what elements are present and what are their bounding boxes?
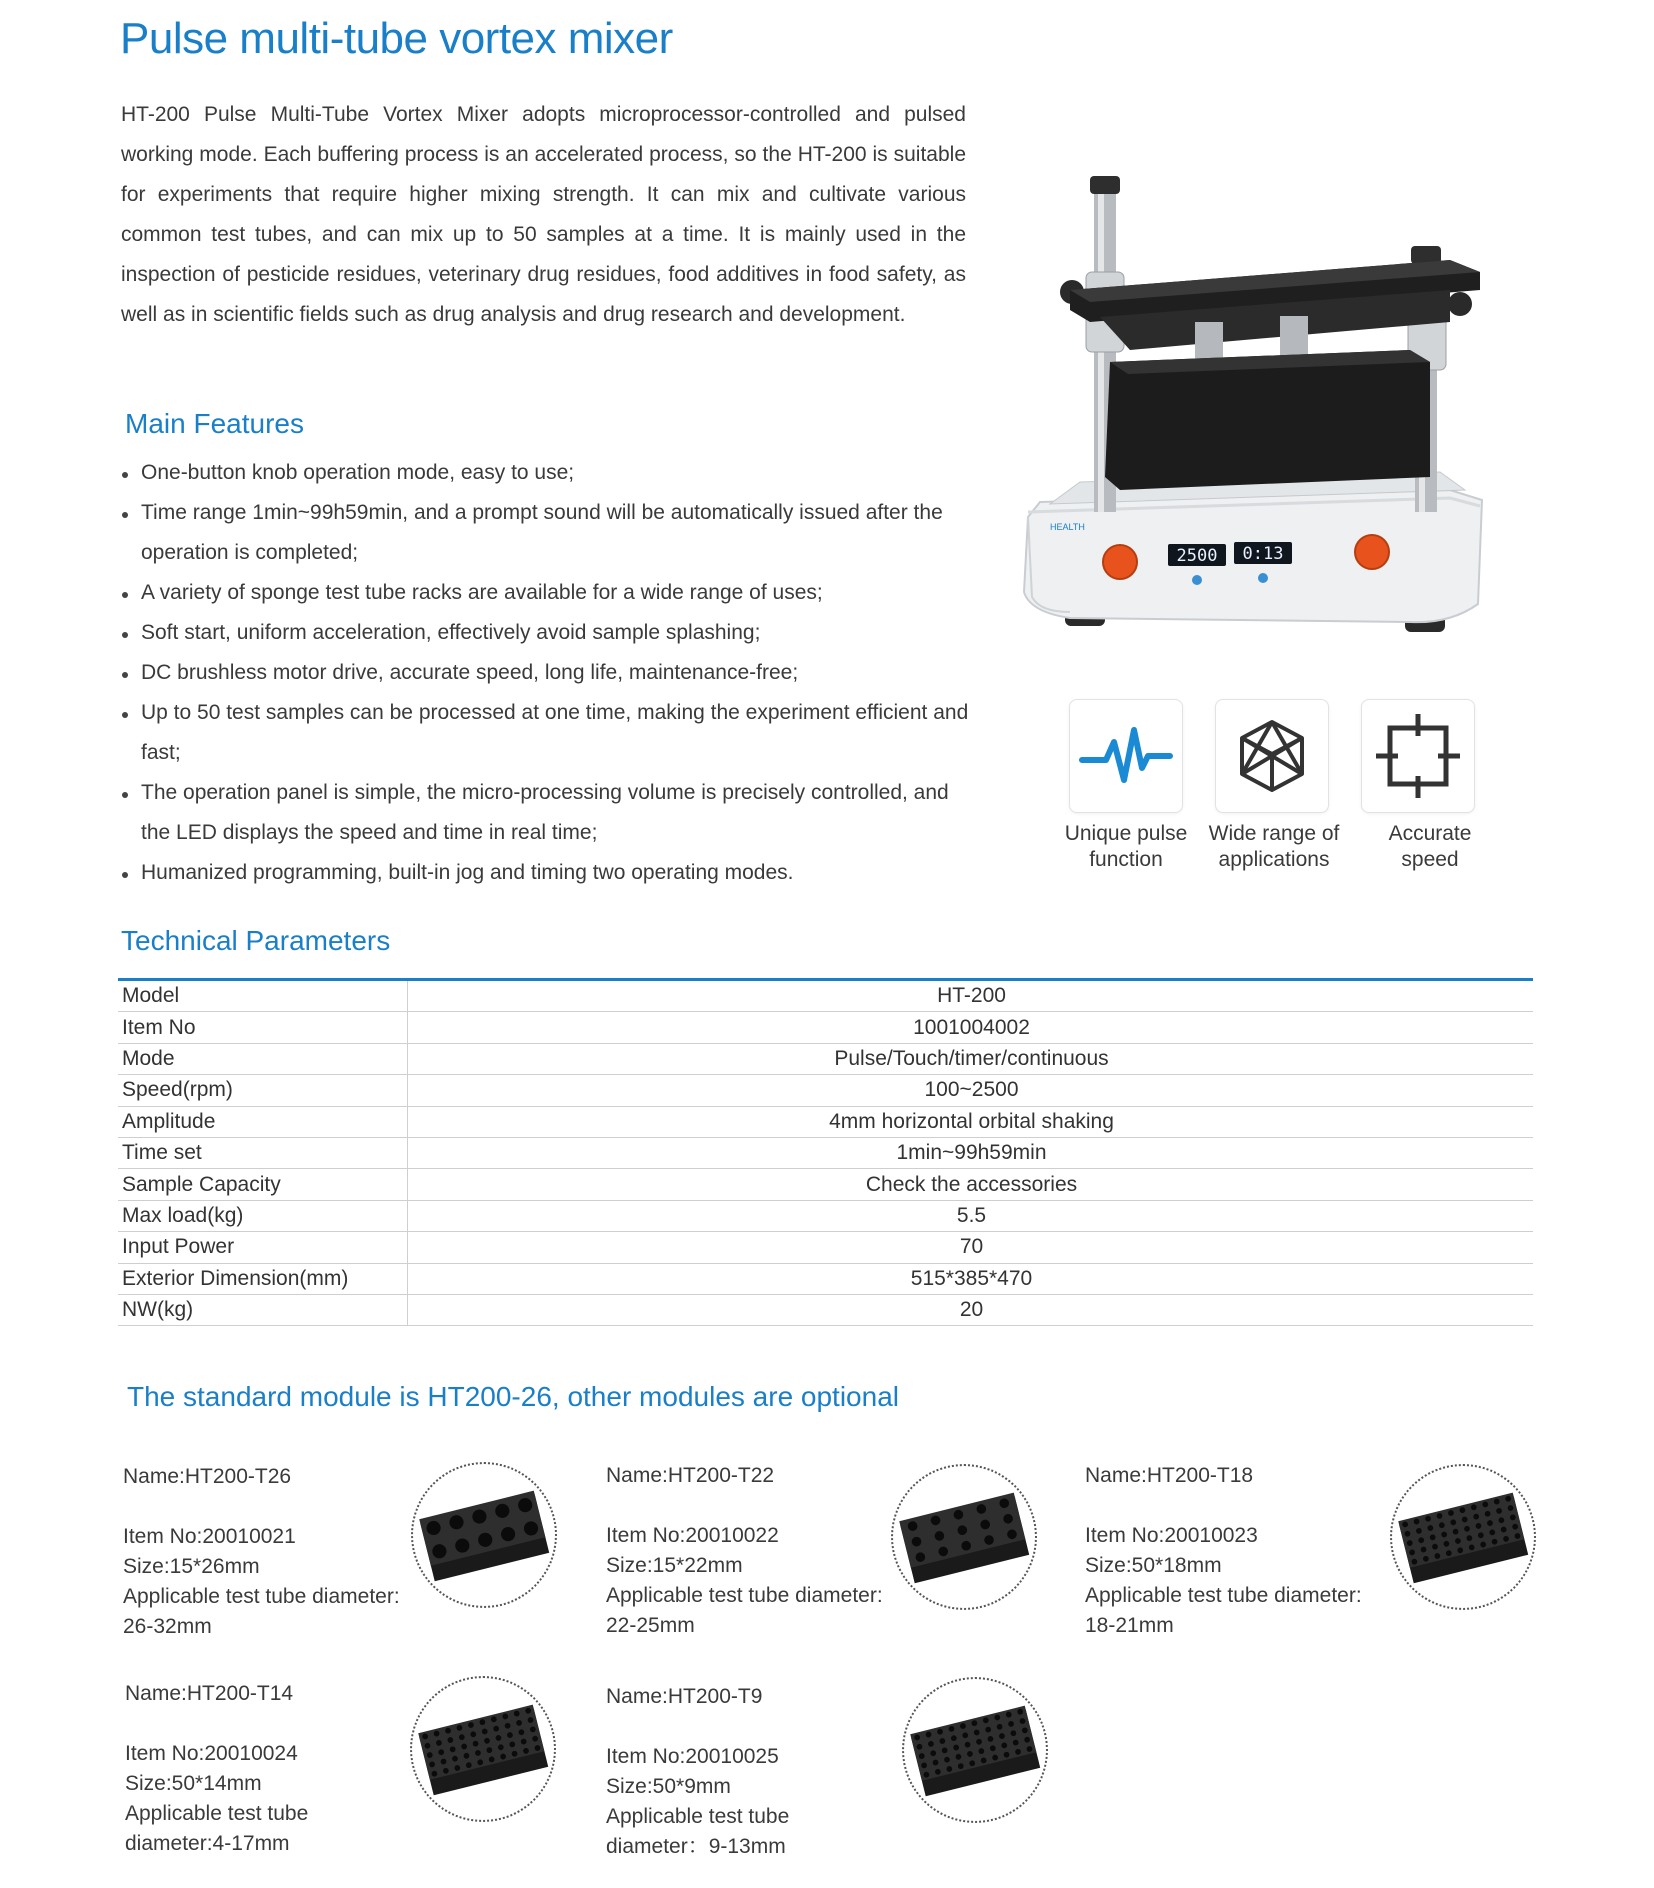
- module-diameter: 22-25mm: [606, 1614, 695, 1637]
- list-item: The operation panel is simple, the micro-processing volume is precisely controlled, and the LED displays the speed and time in real time;: [122, 773, 972, 853]
- table-row: Amplitude 4mm horizontal orbital shaking: [118, 1106, 1533, 1137]
- module-name: Name:HT200-T9: [606, 1685, 763, 1708]
- table-row: Sample Capacity Check the accessories: [118, 1169, 1533, 1200]
- pulse-wave-icon: [1070, 700, 1182, 812]
- module-diameter: Applicable test tube: [125, 1802, 309, 1825]
- module-name: Name:HT200-T14: [125, 1682, 294, 1705]
- module-image-t22: [891, 1464, 1037, 1610]
- sponge-rack-image: [1392, 1466, 1534, 1608]
- pulse-function-tile: [1069, 699, 1183, 813]
- table-row: Input Power 70: [118, 1232, 1533, 1263]
- accurate-speed-tile: [1361, 699, 1475, 813]
- table-row: Exterior Dimension(mm) 515*385*470: [118, 1263, 1533, 1294]
- module-diameter: Applicable test tube diameter:: [1085, 1584, 1362, 1607]
- module-diameter: diameter:4-17mm: [125, 1832, 290, 1855]
- product-image: [1010, 172, 1490, 662]
- list-item: Up to 50 test samples can be processed at one time, making the experiment efficient and fast;: [122, 693, 972, 773]
- features-heading: Main Features: [125, 408, 304, 439]
- list-item: DC brushless motor drive, accurate speed, long life, maintenance-free;: [122, 653, 972, 693]
- accurate-speed-caption: Accurate speed: [1388, 822, 1472, 871]
- module-image-t26: [411, 1462, 557, 1608]
- table-row: Speed(rpm) 100~2500: [118, 1075, 1533, 1106]
- svg-text:HEALTH: HEALTH: [1050, 522, 1085, 532]
- intro-paragraph: HT-200 Pulse Multi-Tube Vortex Mixer adopts microprocessor-controlled and pulsed working mode. Each buffering process is an accelerated process, so the HT-200 is suitable for experiments that require higher mixing strength. It can mix and cultivate various common test tubes, and can mix up to 50 samples at a time. It is mainly used in the inspection of pesticide residues, veterinary drug residues, food additives in food safety, as well as in scientific fields such as drug analysis and drug research and development.: [121, 103, 966, 326]
- module-card-t26: [123, 1462, 400, 1642]
- sponge-rack-image: [893, 1466, 1035, 1608]
- list-item: One-button knob operation mode, easy to use;: [122, 453, 972, 493]
- table-row: Item No 1001004002: [118, 1012, 1533, 1043]
- module-diameter: 18-21mm: [1085, 1614, 1174, 1637]
- module-image-t18: [1390, 1464, 1536, 1610]
- modules-heading: The standard module is HT200-26, other modules are optional: [127, 1381, 899, 1412]
- module-image-t14: [410, 1676, 556, 1822]
- module-name: Name:HT200-T18: [1085, 1464, 1254, 1487]
- module-card-t22: [606, 1461, 883, 1641]
- list-item: A variety of sponge test tube racks are available for a wide range of uses;: [122, 573, 972, 613]
- table-row: Mode Pulse/Touch/timer/continuous: [118, 1043, 1533, 1074]
- table-row: NW(kg) 20: [118, 1294, 1533, 1325]
- module-card-t18: [1085, 1461, 1362, 1641]
- module-diameter: Applicable test tube diameter:: [123, 1585, 400, 1608]
- module-size: Size:50*14mm: [125, 1772, 262, 1795]
- wireframe-cube-icon: [1216, 700, 1328, 812]
- module-item-no: Item No:20010022: [606, 1524, 779, 1547]
- list-item: Time range 1min~99h59min, and a prompt sound will be automatically issued after the operation is completed;: [122, 493, 972, 573]
- module-name: Name:HT200-T22: [606, 1464, 775, 1487]
- module-diameter: Applicable test tube diameter:: [606, 1584, 883, 1607]
- table-row: Model HT-200: [118, 980, 1533, 1012]
- applications-tile: [1215, 699, 1329, 813]
- module-size: Size:15*22mm: [606, 1554, 743, 1577]
- sponge-rack-image: [904, 1679, 1046, 1821]
- module-item-no: Item No:20010025: [606, 1745, 779, 1768]
- sponge-rack-image: [412, 1678, 554, 1820]
- params-table: [118, 978, 1533, 1326]
- crosshair-frame-icon: [1362, 700, 1474, 812]
- module-card-t9: [606, 1682, 789, 1862]
- sponge-rack-image: [413, 1464, 555, 1606]
- module-item-no: Item No:20010023: [1085, 1524, 1258, 1547]
- list-item: Soft start, uniform acceleration, effectively avoid sample splashing;: [122, 613, 972, 653]
- params-heading: Technical Parameters: [121, 925, 391, 956]
- page-title: Pulse multi-tube vortex mixer: [120, 14, 673, 63]
- speed-display: 2500: [1176, 546, 1218, 566]
- module-image-t9: [902, 1677, 1048, 1823]
- module-size: Size:50*9mm: [606, 1775, 731, 1798]
- module-size: Size:15*26mm: [123, 1555, 260, 1578]
- module-item-no: Item No:20010024: [125, 1742, 298, 1765]
- features-list: [122, 453, 972, 893]
- table-row: Max load(kg) 5.5: [118, 1200, 1533, 1231]
- time-display: 0:13: [1242, 544, 1284, 564]
- module-name: Name:HT200-T26: [123, 1465, 292, 1488]
- pulse-function-caption: Unique pulse function: [1064, 822, 1188, 871]
- module-card-t14: [125, 1679, 308, 1859]
- applications-caption: Wide range of applications: [1208, 822, 1340, 871]
- list-item: Humanized programming, built-in jog and timing two operating modes.: [122, 853, 972, 893]
- module-item-no: Item No:20010021: [123, 1525, 296, 1548]
- module-size: Size:50*18mm: [1085, 1554, 1222, 1577]
- module-diameter: Applicable test tube: [606, 1805, 790, 1828]
- table-row: Time set 1min~99h59min: [118, 1137, 1533, 1168]
- module-diameter: 26-32mm: [123, 1615, 212, 1638]
- module-diameter: diameter：9-13mm: [606, 1835, 786, 1858]
